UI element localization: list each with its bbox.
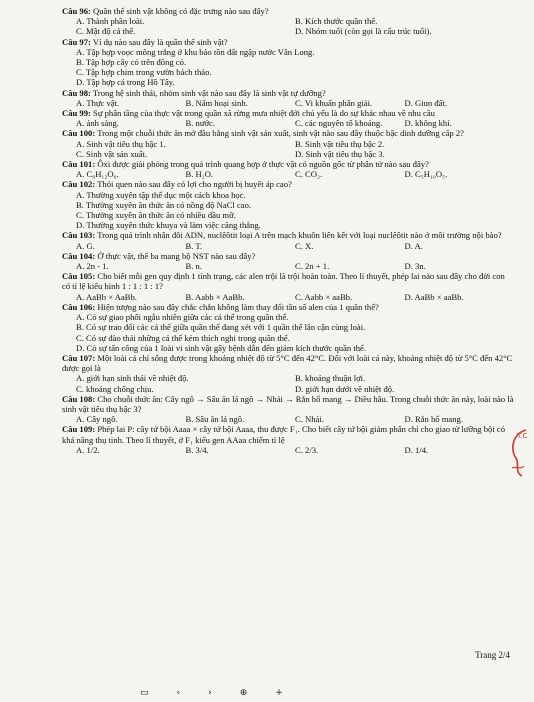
viewer-toolbar (140, 688, 283, 702)
option-row (62, 292, 514, 302)
answer-option: A. Có sự giao phối ngẫu nhiên giữa các cá thể trong quần thể. (76, 312, 289, 323)
question-text: Trong hệ sinh thái, nhóm sinh vật nào sau đây là sinh vật tự dưỡng? (92, 87, 326, 98)
question-text: Trong một chuỗi thức ăn mở đầu bằng sinh vật sản xuất, sinh vật nào sau đây thuộc bậc dinh dưỡng cấp 2? (97, 128, 464, 139)
option-row (62, 118, 514, 128)
option-row (62, 200, 514, 210)
answer-option: C. Sinh vật sản xuất. (76, 148, 148, 159)
option-row (62, 169, 514, 179)
answer-option: C. X. (295, 240, 314, 251)
answer-option: B. Có sự trao đổi các cá thể giữa quần thể đang xét với 1 quần thể lân cận cùng loài. (76, 322, 366, 333)
answer-option: D. Sinh vật tiêu thụ bậc 3. (295, 148, 385, 159)
answer-option: C. Nhái. (295, 414, 324, 425)
answer-option: C. Aabb × aaBb. (295, 291, 353, 302)
question-stem (62, 424, 514, 444)
question-block (62, 6, 514, 37)
answer-option: B. T. (185, 240, 203, 251)
question-stem (62, 108, 514, 118)
question-number: Câu 105: (62, 271, 96, 282)
question-block (62, 88, 514, 108)
answer-option: D. A. (404, 240, 423, 251)
option-row (62, 98, 514, 108)
answer-option: D. Tập hợp cá trong Hồ Tây. (76, 77, 175, 88)
answer-option: C. 2n + 1. (295, 261, 330, 272)
question-text: Ở thực vật, thể ba mang bộ NST nào sau đây? (97, 250, 256, 261)
answer-option: B. Aabb × AaBb. (185, 291, 245, 302)
question-text: Hiện tượng nào sau đây chắc chắn không làm thay đổi tần số alen của 1 quần thể? (97, 301, 379, 312)
question-number: Câu 109: (62, 424, 96, 435)
question-list (62, 6, 514, 455)
next-page-icon[interactable]: › (208, 688, 212, 698)
option-row (62, 139, 514, 149)
question-number: Câu 99: (62, 108, 91, 119)
answer-option: A. giới hạn sinh thái về nhiệt độ. (76, 373, 189, 384)
answer-option: D. không khí. (404, 118, 452, 129)
question-number: Câu 96: (62, 6, 91, 16)
question-stem (62, 88, 514, 98)
answer-option: D. AaBb × aaBb. (404, 291, 464, 302)
option-row (62, 210, 514, 220)
answer-option: D. Giun đất. (404, 97, 447, 108)
question-stem (62, 6, 514, 16)
answer-option: B. n. (185, 261, 202, 272)
answer-option: B. Nấm hoại sinh. (185, 97, 248, 108)
answer-option: A. Thành phần loài. (76, 16, 145, 27)
answer-option: C. Mật độ cá thể. (76, 26, 136, 37)
question-text: Một loài cá chỉ sống được trong khoảng nhiệt độ từ 5°C đến 42°C. Đối với loài cá này, khoảng nhiệt độ từ 5°C đến 42°C được gọi là (62, 352, 513, 374)
question-number: Câu 97: (62, 36, 91, 47)
question-block (62, 271, 514, 302)
option-row (62, 220, 514, 230)
question-block (62, 37, 514, 88)
answer-option: D. Thường xuyên thức khuya và làm việc căng thẳng. (76, 220, 261, 231)
page-icon[interactable]: ▭ (140, 688, 149, 698)
question-stem (62, 271, 514, 291)
answer-option: D. giới hạn dưới về nhiệt độ. (295, 383, 395, 394)
stamp-text: T.C (517, 432, 528, 440)
option-row (62, 333, 514, 343)
question-block (62, 394, 514, 425)
option-row (62, 373, 514, 383)
answer-option: C. Thường xuyên ăn thức ăn có nhiều dầu mỡ. (76, 210, 236, 221)
answer-option: C. khoảng chống chịu. (76, 383, 154, 394)
answer-option: C. Vi khuẩn phân giải. (295, 97, 373, 108)
answer-option: D. 1/4. (404, 444, 429, 455)
question-text: Phép lai P: cây tứ bội Aaaa × cây tứ bội Aaaa, thu được F₁. Cho biết cây tứ bội giảm phân chỉ cho giao tử lưỡng bội có khả năng thụ tinh. Theo lí thuyết, ở F₁ kiểu gen AAaa chiếm tỉ lệ (62, 424, 505, 445)
answer-option: A. C₆H₁₂O₆. (76, 169, 119, 180)
prev-page-icon[interactable]: ‹ (176, 688, 181, 698)
question-block (62, 424, 514, 455)
question-text: Sự phân tầng của thực vật trong quần xã rừng mưa nhiệt đới chủ yếu là do sự khác nhau về nhu cầu (93, 108, 435, 119)
page-number: Trang 2/4 (475, 650, 510, 660)
answer-option: C. các nguyên tố khoáng. (295, 118, 383, 129)
option-row (62, 77, 514, 87)
question-block (62, 251, 514, 271)
question-text: Trong quá trình nhân đôi ADN, nuclêôtit loại A trên mạch khuôn liên kết với loại nuclêôtit nào ở môi trường nội bào? (97, 230, 502, 241)
question-number: Câu 104: (62, 250, 96, 261)
question-text: Quần thể sinh vật không có đặc trưng nào sau đây? (93, 6, 269, 16)
option-row (62, 343, 514, 353)
question-number: Câu 102: (62, 179, 96, 190)
answer-option: B. H₂O. (185, 169, 214, 180)
question-number: Câu 107: (62, 352, 96, 363)
question-stem (62, 302, 514, 312)
option-row (62, 414, 514, 424)
answer-option: A. G. (76, 240, 95, 251)
question-text: Cho chuỗi thức ăn: Cây ngô → Sâu ăn lá ngô → Nhái → Rắn hổ mang → Diều hâu. Trong chuỗi thức ăn này, loài nào là sinh vật tiêu thụ bậc 3? (62, 393, 514, 414)
answer-option: D. Nhóm tuổi (còn gọi là cấu trúc tuổi). (295, 26, 432, 37)
option-row (62, 26, 514, 36)
question-stem (62, 128, 514, 138)
answer-option: D. 3n. (404, 261, 426, 272)
answer-option: D. C₅H₁₀O₅. (404, 169, 448, 180)
option-row (62, 312, 514, 322)
question-text: Thói quen nào sau đây có lợi cho người bị huyết áp cao? (97, 179, 292, 190)
option-row (62, 445, 514, 455)
answer-option: A. Cây ngô. (76, 414, 118, 425)
question-stem (62, 230, 514, 240)
answer-option: A. Tập hợp voọc mông trắng ở khu bảo tồn đất ngập nước Vân Long. (76, 46, 315, 57)
answer-option: B. 3/4. (185, 444, 209, 455)
question-block (62, 302, 514, 353)
question-number: Câu 103: (62, 230, 96, 241)
question-block (62, 353, 514, 394)
question-stem (62, 394, 514, 414)
question-text: Ví dụ nào sau đây là quần thể sinh vật? (92, 36, 228, 47)
answer-option: B. nước. (185, 118, 215, 129)
option-row (62, 241, 514, 251)
answer-option: C. CO₂. (295, 169, 323, 180)
option-row (62, 190, 514, 200)
answer-option: A. 2n - 1. (76, 261, 109, 272)
answer-option: A. Sinh vật tiêu thụ bậc 1. (76, 138, 166, 149)
answer-option: A. Thực vật. (76, 97, 120, 108)
answer-option: B. Tập hợp cây cỏ trên đồng cỏ. (76, 57, 187, 68)
question-stem (62, 353, 514, 373)
answer-option: B. Kích thước quần thể. (295, 16, 378, 27)
question-number: Câu 98: (62, 87, 91, 98)
red-stamp-mark (506, 428, 532, 478)
option-row (62, 322, 514, 332)
option-row (62, 149, 514, 159)
question-block (62, 159, 514, 179)
answer-option: A. ánh sáng. (76, 118, 119, 129)
question-text: Cho biết mỗi gen quy định 1 tính trạng, các alen trội là trội hoàn toàn. Theo lí thuyết, phép lai nào sau đây cho đời con có tỉ lệ kiểu hình 1 : 1 : 1 : 1? (62, 271, 505, 292)
answer-option: B. Sinh vật tiêu thụ bậc 2. (295, 138, 385, 149)
answer-option: B. Thường xuyên ăn thức ăn có nồng độ NaCl cao. (76, 199, 252, 210)
add-icon[interactable]: + (275, 688, 283, 698)
question-stem (62, 251, 514, 261)
option-row (62, 47, 514, 57)
question-number: Câu 108: (62, 393, 96, 404)
question-stem (62, 37, 514, 47)
option-row (62, 57, 514, 67)
option-row (62, 384, 514, 394)
answer-option: D. Rắn hổ mang. (404, 414, 463, 425)
question-block (62, 230, 514, 250)
question-text: Ôxi được giải phóng trong quá trình quang hợp ở thực vật có nguồn gốc từ phân tử nào sau đây? (97, 159, 429, 170)
option-row (62, 261, 514, 271)
answer-option: B. khoảng thuận lợi. (295, 373, 366, 384)
answer-option: A. 1/2. (76, 444, 100, 455)
question-block (62, 179, 514, 230)
question-number: Câu 100: (62, 128, 96, 139)
question-block (62, 128, 514, 159)
answer-option: A. AaBb × AaBb. (76, 291, 137, 302)
question-number: Câu 101: (62, 159, 96, 170)
zoom-in-icon[interactable]: ⊕ (239, 688, 248, 698)
answer-option: C. Tập hợp chim trong vườn bách thảo. (76, 67, 212, 78)
answer-option: A. Thường xuyên tập thể dục một cách khoa học. (76, 189, 246, 200)
question-stem (62, 179, 514, 189)
answer-option: C. 2/3. (295, 444, 319, 455)
answer-option: D. Có sự tấn công của 1 loài vi sinh vật gây bệnh dẫn đến giảm kích thước quần thể. (76, 342, 366, 353)
question-stem (62, 159, 514, 169)
question-block (62, 108, 514, 128)
option-row (62, 67, 514, 77)
answer-option: C. Có sự đào thải những cá thể kém thích nghi trong quần thể. (76, 332, 290, 343)
option-row (62, 16, 514, 26)
answer-option: B. Sâu ăn lá ngô. (185, 414, 245, 425)
question-number: Câu 106: (62, 301, 96, 312)
